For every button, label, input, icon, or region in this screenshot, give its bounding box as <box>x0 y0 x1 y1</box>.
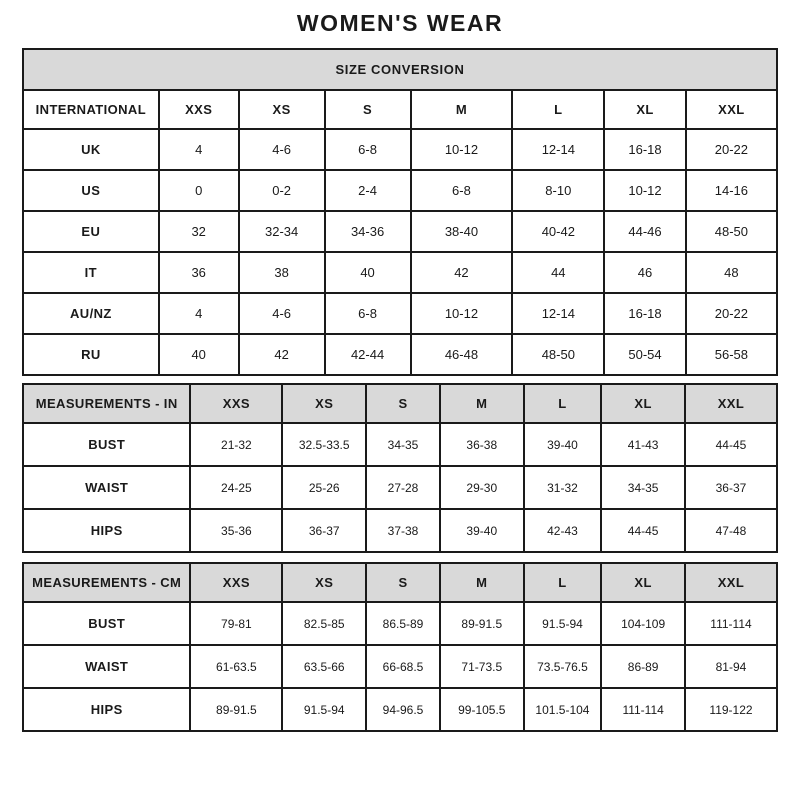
cell: 42-43 <box>524 509 602 552</box>
cell: 20-22 <box>686 293 777 334</box>
column-header: XS <box>282 563 366 602</box>
column-header: XXS <box>190 563 282 602</box>
column-header: L <box>524 563 602 602</box>
cell: 4-6 <box>239 129 325 170</box>
cell: 73.5-76.5 <box>524 645 602 688</box>
table-gap <box>22 553 778 562</box>
size-conversion-table-body <box>23 49 777 375</box>
table-row <box>23 129 777 170</box>
cell: 21-32 <box>190 423 282 466</box>
row-label: HIPS <box>23 509 190 552</box>
cell: 86.5-89 <box>366 602 440 645</box>
cell: 81-94 <box>685 645 777 688</box>
table-header-row <box>23 90 777 129</box>
table-row <box>23 170 777 211</box>
cell: 44 <box>512 252 604 293</box>
column-header: XS <box>239 90 325 129</box>
cell: 40 <box>325 252 411 293</box>
column-header: M <box>440 384 524 423</box>
cell: 38 <box>239 252 325 293</box>
cell: 32-34 <box>239 211 325 252</box>
cell: 37-38 <box>366 509 440 552</box>
cell: 14-16 <box>686 170 777 211</box>
cell: 99-105.5 <box>440 688 524 731</box>
cell: 35-36 <box>190 509 282 552</box>
row-label: WAIST <box>23 645 190 688</box>
column-header: S <box>325 90 411 129</box>
table-row <box>23 602 777 645</box>
column-header: L <box>512 90 604 129</box>
cell: 34-35 <box>601 466 685 509</box>
cell: 104-109 <box>601 602 685 645</box>
row-label: US <box>23 170 159 211</box>
cell: 39-40 <box>440 509 524 552</box>
cell: 38-40 <box>411 211 513 252</box>
table-row <box>23 334 777 375</box>
cell: 41-43 <box>601 423 685 466</box>
cell: 63.5-66 <box>282 645 366 688</box>
cell: 36 <box>159 252 239 293</box>
column-header: S <box>366 563 440 602</box>
cell: 89-91.5 <box>190 688 282 731</box>
row-label: AU/NZ <box>23 293 159 334</box>
cell: 91.5-94 <box>524 602 602 645</box>
table-row <box>23 252 777 293</box>
cell: 6-8 <box>325 293 411 334</box>
measurements-cm-table-body <box>23 563 777 731</box>
cell: 2-4 <box>325 170 411 211</box>
cell: 56-58 <box>686 334 777 375</box>
cell: 16-18 <box>604 293 685 334</box>
row-label: EU <box>23 211 159 252</box>
cell: 48-50 <box>686 211 777 252</box>
cell: 50-54 <box>604 334 685 375</box>
column-header: XXL <box>686 90 777 129</box>
cell: 119-122 <box>685 688 777 731</box>
row-label: RU <box>23 334 159 375</box>
column-header: XXS <box>159 90 239 129</box>
cell: 48-50 <box>512 334 604 375</box>
cell: 32 <box>159 211 239 252</box>
row-label: HIPS <box>23 688 190 731</box>
cell: 36-37 <box>282 509 366 552</box>
cell: 4-6 <box>239 293 325 334</box>
cell: 42 <box>239 334 325 375</box>
cell: 16-18 <box>604 129 685 170</box>
cell: 27-28 <box>366 466 440 509</box>
cell: 44-45 <box>685 423 777 466</box>
table-banner-row <box>23 49 777 90</box>
measurements-in-table <box>22 383 778 553</box>
cell: 79-81 <box>190 602 282 645</box>
cell: 44-45 <box>601 509 685 552</box>
cell: 34-36 <box>325 211 411 252</box>
table-row <box>23 293 777 334</box>
cell: 4 <box>159 129 239 170</box>
cell: 6-8 <box>411 170 513 211</box>
column-header: S <box>366 384 440 423</box>
page-title: WOMEN'S WEAR <box>296 10 504 36</box>
cell: 42 <box>411 252 513 293</box>
cell: 46 <box>604 252 685 293</box>
row-label: WAIST <box>23 466 190 509</box>
cell: 42-44 <box>325 334 411 375</box>
table-row <box>23 688 777 731</box>
cell: 61-63.5 <box>190 645 282 688</box>
table-row <box>23 211 777 252</box>
table-row <box>23 509 777 552</box>
cell: 29-30 <box>440 466 524 509</box>
cell: 46-48 <box>411 334 513 375</box>
column-header: XL <box>601 563 685 602</box>
cell: 12-14 <box>512 293 604 334</box>
row-label: IT <box>23 252 159 293</box>
table-banner: SIZE CONVERSION <box>23 49 777 90</box>
cell: 20-22 <box>686 129 777 170</box>
row-label: UK <box>23 129 159 170</box>
column-header: M <box>411 90 513 129</box>
cell: 111-114 <box>601 688 685 731</box>
cell: 111-114 <box>685 602 777 645</box>
table-row <box>23 423 777 466</box>
table-header-row <box>23 563 777 602</box>
cell: 4 <box>159 293 239 334</box>
cell: 31-32 <box>524 466 602 509</box>
cell: 40-42 <box>512 211 604 252</box>
cell: 40 <box>159 334 239 375</box>
cell: 47-48 <box>685 509 777 552</box>
cell: 24-25 <box>190 466 282 509</box>
column-header: XL <box>601 384 685 423</box>
cell: 36-38 <box>440 423 524 466</box>
cell: 71-73.5 <box>440 645 524 688</box>
cell: 12-14 <box>512 129 604 170</box>
cell: 36-37 <box>685 466 777 509</box>
cell: 82.5-85 <box>282 602 366 645</box>
cell: 44-46 <box>604 211 685 252</box>
cell: 39-40 <box>524 423 602 466</box>
column-header: L <box>524 384 602 423</box>
column-header: XXL <box>685 563 777 602</box>
column-header: XXL <box>685 384 777 423</box>
cell: 48 <box>686 252 777 293</box>
cell: 0 <box>159 170 239 211</box>
cell: 25-26 <box>282 466 366 509</box>
cell: 10-12 <box>411 129 513 170</box>
size-conversion-table <box>22 48 778 376</box>
cell: 0-2 <box>239 170 325 211</box>
cell: 10-12 <box>411 293 513 334</box>
cell: 86-89 <box>601 645 685 688</box>
column-header: XL <box>604 90 685 129</box>
table-gap <box>22 376 778 383</box>
cell: 6-8 <box>325 129 411 170</box>
column-header: M <box>440 563 524 602</box>
column-header: INTERNATIONAL <box>23 90 159 129</box>
cell: 34-35 <box>366 423 440 466</box>
row-label: BUST <box>23 602 190 645</box>
cell: 94-96.5 <box>366 688 440 731</box>
measurements-cm-table <box>22 562 778 732</box>
cell: 8-10 <box>512 170 604 211</box>
cell: 101.5-104 <box>524 688 602 731</box>
cell: 32.5-33.5 <box>282 423 366 466</box>
cell: 89-91.5 <box>440 602 524 645</box>
cell: 66-68.5 <box>366 645 440 688</box>
column-header: MEASUREMENTS - IN <box>23 384 190 423</box>
cell: 91.5-94 <box>282 688 366 731</box>
column-header: XS <box>282 384 366 423</box>
column-header: XXS <box>190 384 282 423</box>
column-header: MEASUREMENTS - CM <box>23 563 190 602</box>
measurements-in-table-body <box>23 384 777 552</box>
table-row <box>23 466 777 509</box>
row-label: BUST <box>23 423 190 466</box>
cell: 10-12 <box>604 170 685 211</box>
table-header-row <box>23 384 777 423</box>
table-row <box>23 645 777 688</box>
